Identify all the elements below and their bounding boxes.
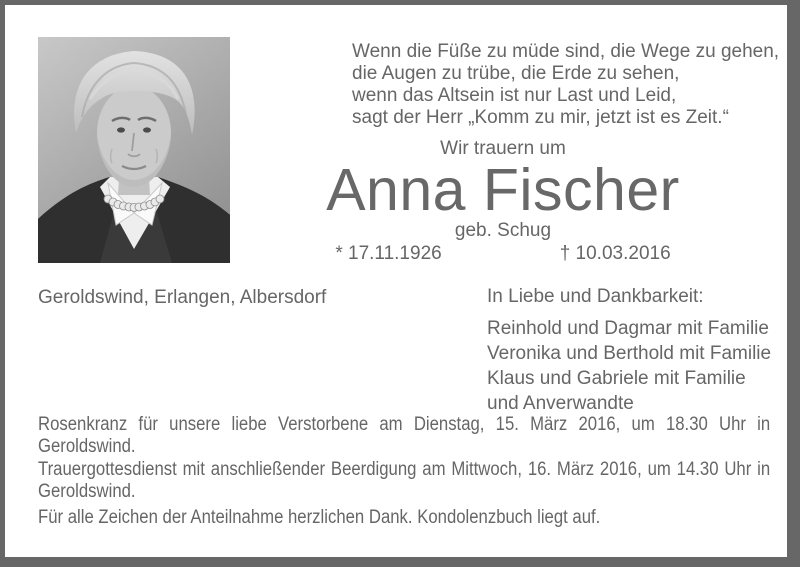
mourning-intro: Wir trauern um: [440, 138, 566, 159]
mourner-line: Reinhold und Dagmar mit Familie: [487, 318, 769, 339]
condolence-thanks: Für alle Zeichen der Anteilnahme herzlichen Dank. Kondolenzbuch liegt auf.: [38, 506, 601, 528]
life-dates: [230, 243, 776, 265]
verse-line: Wenn die Füße zu müde sind, die Wege zu gehen,: [352, 41, 780, 62]
maiden-name: geb. Schug: [454, 220, 552, 241]
funeral-service-announcement: Trauergottesdienst mit anschließender Beerdigung am Mittwoch, 16. März 2016, um 14.30 Uhr in Geroldswind.: [38, 458, 771, 503]
mourner-line: Klaus und Gabriele mit Familie: [487, 368, 746, 389]
death-date: † 10.03.2016: [559, 243, 671, 264]
birth-date: * 17.11.1926: [335, 243, 442, 264]
mourners-block: [487, 286, 771, 416]
rosary-announcement: Rosenkranz für unsere liebe Verstorbene am Dienstag, 15. März 2016, um 18.30 Uhr in Geroldswind.: [38, 414, 771, 458]
notice-card: [5, 5, 787, 557]
mourner-line: und Anverwandte: [487, 393, 634, 414]
portrait-illustration: [38, 37, 230, 263]
mourners-header: In Liebe und Dankbarkeit:: [487, 286, 704, 307]
portrait-photo: [38, 37, 230, 263]
memorial-verse: [352, 41, 779, 129]
verse-line: sagt der Herr „Komm zu mir, jetzt ist es Zeit.“: [352, 107, 729, 128]
verse-line: wenn das Altsein ist nur Last und Leid,: [352, 85, 677, 106]
deceased-name: Anna Fischer: [326, 157, 680, 223]
mourner-line: Veronika und Berthold mit Familie: [487, 343, 772, 364]
cities-line: Geroldswind, Erlangen, Albersdorf: [38, 287, 327, 308]
verse-line: die Augen zu trübe, die Erde zu sehen,: [352, 63, 680, 84]
funeral-announcements: [38, 414, 770, 529]
name-block: [230, 138, 776, 265]
